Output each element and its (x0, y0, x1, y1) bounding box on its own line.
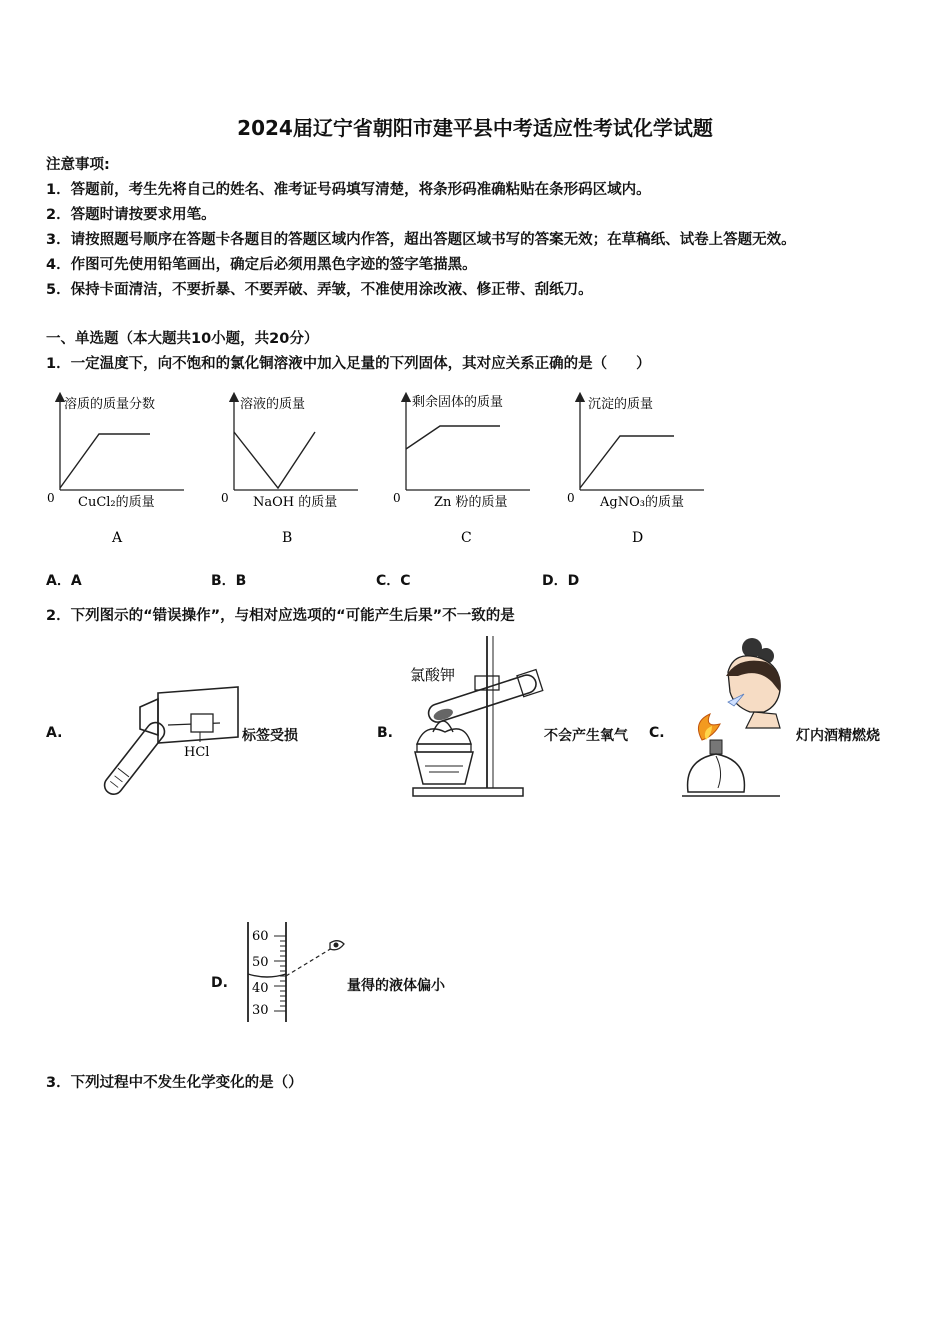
graph-d-letter: D (632, 530, 644, 545)
graph-b-ylabel: 溶液的质量 (240, 397, 306, 412)
graph-d-ylabel: 沉淀的质量 (588, 397, 654, 412)
graph-d (564, 385, 714, 545)
q2-d-scale-50: 50 (252, 955, 269, 970)
q2-c-label[interactable]: C. (649, 725, 665, 741)
q1-option-d[interactable]: D．D (542, 573, 580, 589)
graph-c-origin: 0 (393, 491, 401, 505)
graph-a-ylabel: 溶质的质量分数 (64, 397, 156, 412)
q2-a-label[interactable]: A. (46, 725, 63, 741)
notice-item-1: 1．答题前，考生先将自己的姓名、准考证号码填写清楚，将条形码准确粘贴在条形码区域内。 (46, 182, 651, 198)
q1-text: 1．一定温度下，向不饱和的氯化铜溶液中加入足量的下列固体，其对应关系正确的是（ ） (46, 356, 651, 372)
q2-b-figure (405, 632, 550, 802)
curve-a (60, 434, 150, 488)
graph-d-origin: 0 (567, 491, 575, 505)
q2-b-result: 不会产生氧气 (544, 728, 628, 744)
notice-item-3: 3．请按照题号顺序在答题卡各题目的答题区域内作答，超出答题区域书写的答案无效；在草稿纸、试卷上答题无效。 (46, 232, 796, 248)
graph-b (218, 385, 368, 545)
graph-a-xlabel: CuCl₂的质量 (78, 495, 155, 510)
curve-d (580, 436, 674, 488)
q2-c-figure (680, 632, 792, 802)
graph-c-xlabel: Zn 粉的质量 (434, 495, 508, 510)
graph-a-letter: A (112, 530, 123, 545)
q2-d-result: 量得的液体偏小 (347, 978, 445, 994)
q2-a-result: 标签受损 (242, 728, 298, 744)
notice-item-2: 2．答题时请按要求用笔。 (46, 207, 216, 223)
notice-heading: 注意事项: (46, 157, 110, 173)
graph-c-letter: C (461, 530, 472, 545)
notice-item-4: 4．作图可先使用铅笔画出，确定后必须用黑色字迹的签字笔描黑。 (46, 257, 477, 273)
q2-b-tag: 氯酸钾 (410, 666, 456, 684)
graph-b-origin: 0 (221, 491, 229, 505)
q2-d-scale-40: 40 (252, 981, 269, 996)
q3-text: 3．下列过程中不发生化学变化的是（） (46, 1075, 303, 1091)
graph-c-ylabel: 剩余固体的质量 (412, 395, 504, 410)
q2-d-scale-60: 60 (252, 929, 269, 944)
section-heading: 一、单选题（本大题共10小题，共20分） (46, 331, 319, 347)
q2-c-result: 灯内酒精燃烧 (796, 728, 880, 744)
q2-a-tag: HCl (184, 745, 210, 760)
curve-c (406, 426, 500, 449)
q2-a-figure (70, 685, 245, 805)
q2-d-figure (238, 918, 350, 1026)
curve-b (234, 432, 315, 488)
q2-d-label[interactable]: D. (211, 975, 228, 991)
q1-option-c[interactable]: C．C (376, 573, 411, 589)
graph-b-letter: B (282, 530, 293, 545)
notice-item-5: 5．保持卡面清洁，不要折暴、不要弄破、弄皱，不准使用涂改液、修正带、刮纸刀。 (46, 282, 593, 298)
graph-d-xlabel: AgNO₃的质量 (600, 495, 684, 510)
graph-a-origin: 0 (47, 491, 55, 505)
graph-c (390, 385, 540, 545)
page-title: 2024届辽宁省朝阳市建平县中考适应性考试化学试题 (237, 116, 713, 140)
q1-option-b[interactable]: B．B (211, 573, 247, 589)
q2-b-label[interactable]: B. (377, 725, 393, 741)
q2-d-scale-30: 30 (252, 1003, 269, 1018)
graph-a (44, 385, 194, 545)
q2-text: 2．下列图示的“错误操作”，与相对应选项的“可能产生后果”不一致的是 (46, 608, 515, 624)
graph-b-xlabel: NaOH 的质量 (253, 495, 338, 510)
q1-option-a[interactable]: A．A (46, 573, 82, 589)
